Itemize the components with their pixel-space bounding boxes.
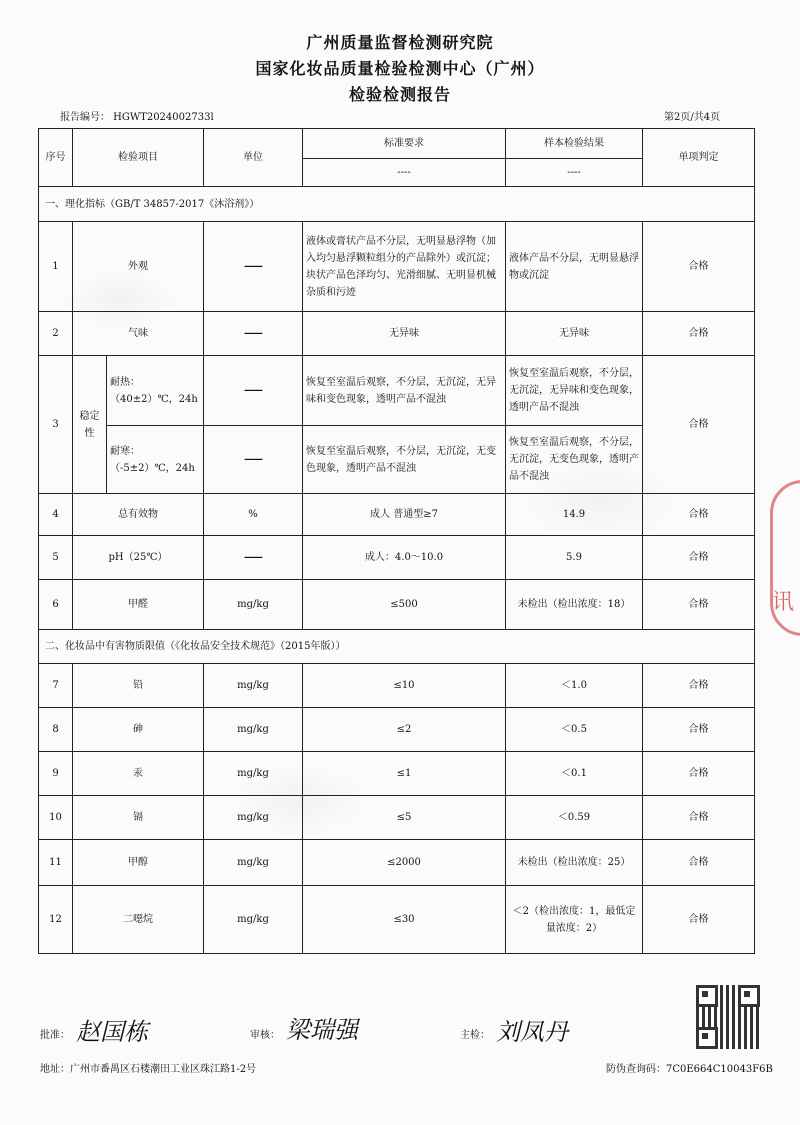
address: 地址：广州市番禺区石楼潮田工业区珠江路1-2号 [40,1064,257,1075]
row-no: 6 [39,580,73,630]
row-standard: ≤10 [303,664,506,708]
table-row [39,664,755,708]
row-result: ＜0.59 [506,796,643,840]
row-item: 砷 [73,708,204,752]
row-no: 8 [39,708,73,752]
main-inspector-signature: 刘凤丹 [496,1018,568,1046]
row-judgement: 合格 [643,494,755,536]
institute-name: 广州质量监督检测研究院 [306,33,494,52]
row-judgement: 合格 [643,664,755,708]
approve-label: 批准： [40,1030,70,1041]
row-item: pH（25℃） [73,536,204,580]
header-standard-sub: ---- [303,159,506,187]
row-item: 汞 [73,752,204,796]
row-unit: —— [204,312,303,356]
row-unit: % [204,494,303,536]
row-result: ＜0.5 [506,708,643,752]
row-no: 4 [39,494,73,536]
row-judgement: 合格 [643,708,755,752]
row-standard: 恢复至室温后观察，不分层，无沉淀，无变色现象，透明产品不混浊 [303,426,506,494]
row-judgement: 合格 [643,796,755,840]
row-standard: ≤500 [303,580,506,630]
row-result: ＜1.0 [506,664,643,708]
row-standard: ≤2000 [303,840,506,886]
row-subitem-cold: 耐寒：（-5±2）℃，24h [107,426,204,494]
row-result: 14.9 [506,494,643,536]
row-unit: —— [204,426,303,494]
row-result: 5.9 [506,536,643,580]
main-inspector-label: 主检： [460,1030,490,1041]
row-result: 未检出（检出浓度：18） [506,580,643,630]
table-row [39,222,755,312]
row-judgement: 合格 [643,536,755,580]
section-harmful: 二、化妆品中有害物质限值（《化妆品安全技术规范》（2015年版）） [39,630,755,664]
row-unit: —— [204,222,303,312]
header-result: 样本检验结果 [506,129,643,159]
header-result-sub: ---- [506,159,643,187]
row-judgement: 合格 [643,312,755,356]
table-row [39,312,755,356]
row-standard: 液体或膏状产品不分层，无明显悬浮物（加入均匀悬浮颗粒组分的产品除外）或沉淀；块状产品色泽均匀、光滑细腻、无明显机械杂质和污迹 [303,222,506,312]
row-judgement: 合格 [643,840,755,886]
row-no: 11 [39,840,73,886]
row-result: ＜0.1 [506,752,643,796]
table-row [39,796,755,840]
row-no: 3 [39,356,73,494]
center-name: 国家化妆品质量检验检测中心（广州） [255,59,545,78]
row-unit: mg/kg [204,664,303,708]
row-standard: ≤5 [303,796,506,840]
row-result: 恢复至室温后观察，不分层，无沉淀，无异味和变色现象，透明产品不混浊 [506,356,643,426]
row-standard: ≤30 [303,886,506,954]
row-item: 镉 [73,796,204,840]
row-item: 二噁烷 [73,886,204,954]
row-subitem-heat: 耐热：（40±2）℃，24h [107,356,204,426]
inspection-table [38,128,755,954]
row-unit: mg/kg [204,886,303,954]
row-item: 甲醛 [73,580,204,630]
row-no: 9 [39,752,73,796]
row-unit: mg/kg [204,580,303,630]
row-judgement: 合格 [643,222,755,312]
row-standard: 恢复至室温后观察，不分层，无沉淀，无异味和变色现象，透明产品不混浊 [303,356,506,426]
row-result: 未检出（检出浓度：25） [506,840,643,886]
row-standard: 无异味 [303,312,506,356]
row-unit: mg/kg [204,708,303,752]
header-no: 序号 [39,129,73,187]
row-item: 铅 [73,664,204,708]
row-no: 7 [39,664,73,708]
report-title: 检验检测报告 [348,85,451,104]
table-row [39,356,755,426]
row-unit: mg/kg [204,840,303,886]
row-no: 5 [39,536,73,580]
row-item: 甲醇 [73,840,204,886]
table-row [39,752,755,796]
row-no: 1 [39,222,73,312]
header-judgement: 单项判定 [643,129,755,187]
row-judgement: 合格 [643,356,755,494]
anti-counterfeit-code: 防伪查询码：7C0E664C10043F6B [606,1064,773,1075]
approve-signature: 赵国栋 [76,1018,148,1046]
row-unit: mg/kg [204,752,303,796]
review-signature: 梁瑞强 [286,1016,358,1044]
table-row [39,494,755,536]
header-unit: 单位 [204,129,303,187]
row-unit: —— [204,356,303,426]
row-judgement: 合格 [643,886,755,954]
row-result: 液体产品不分层，无明显悬浮物或沉淀 [506,222,643,312]
table-row [39,580,755,630]
row-unit: mg/kg [204,796,303,840]
review-label: 审核： [250,1030,280,1041]
row-result: 无异味 [506,312,643,356]
stamp-glyph: 讯 [772,590,795,615]
row-item: 外观 [73,222,204,312]
table-row [39,840,755,886]
header-standard: 标准要求 [303,129,506,159]
row-standard: 成人 普通型≥7 [303,494,506,536]
row-item: 气味 [73,312,204,356]
row-item: 稳定性 [73,356,107,494]
row-judgement: 合格 [643,752,755,796]
row-standard: ≤1 [303,752,506,796]
row-no: 10 [39,796,73,840]
qr-finder-icon [696,1027,718,1049]
row-item: 总有效物 [73,494,204,536]
row-result: ＜2（检出浓度：1，最低定量浓度：2） [506,886,643,954]
table-row [39,708,755,752]
row-result: 恢复至室温后观察，不分层，无沉淀，无变色现象，透明产品不混浊 [506,426,643,494]
row-unit: —— [204,536,303,580]
table-row [39,886,755,954]
row-standard: 成人：4.0～10.0 [303,536,506,580]
qr-finder-icon [696,985,718,1007]
qr-code [696,985,760,1049]
table-row [39,536,755,580]
row-no: 12 [39,886,73,954]
qr-finder-icon [738,985,760,1007]
row-judgement: 合格 [643,580,755,630]
row-no: 2 [39,312,73,356]
report-number: 报告编号： HGWT2024002733l [60,112,214,123]
row-standard: ≤2 [303,708,506,752]
page-info: 第2页/共4页 [664,112,721,123]
header-item: 检验项目 [73,129,204,187]
section-physchem: 一、理化指标（GB/T 34857-2017《沐浴剂》） [39,187,755,222]
